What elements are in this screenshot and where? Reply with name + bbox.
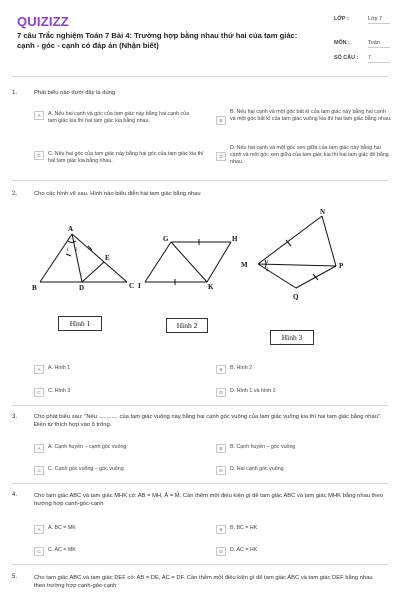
option-text: D. Hai cạnh góc vuông [230, 466, 284, 472]
option-text: B. BC = HK [230, 525, 258, 531]
option-letter-box: C [34, 547, 44, 556]
angle-label-2: 2 [266, 268, 269, 273]
option-text: A. Nếu hai cạnh và góc của tam giác này bằng hai cạnh của tam giác kia thì hai tam giác kia bằng nhau. [48, 111, 190, 124]
option-text: D. Hình 1 và hình 2 [230, 388, 276, 394]
question-text: Cho tam giác ABC và tam giác MHK có: AB = MH, Â = M̂. Cần thêm một điều kiện gì để tam giác ABC và tam giác MHK bằng nhau theo trường hợp cạnh-góc-cạnh [34, 493, 383, 507]
figure-caption-2: Hình 2 [166, 318, 208, 333]
class-label: LỚP : [334, 16, 349, 22]
option-text: A. Cạnh huyền – cạnh góc vuông [48, 444, 127, 450]
option-letter-box: A [34, 444, 44, 453]
header-divider [12, 76, 388, 77]
option-letter-box: C [34, 151, 44, 160]
option-letter-box: A [34, 111, 44, 120]
vertex-label-g: G [163, 235, 169, 243]
vertex-label-h: H [232, 235, 238, 243]
question-text: Cho phát biểu sau: "Nếu ............ của tam giác vuông này bằng hai cạnh góc vuông của tam giác vuông kia thì hai tam giác bằng nhau". Điền từ thích hợp vào ô trống. [34, 414, 382, 428]
option-letter-box: C [34, 466, 44, 475]
question-text: Cho các hình vẽ sau. Hình nào biểu diễn hai tam giác bằng nhau [34, 191, 201, 197]
option-letter-box: A [34, 525, 44, 534]
angle-label-1: 1 [266, 260, 269, 265]
option-text: A. Hình 1 [48, 365, 71, 371]
triangle-figure-3 [236, 206, 352, 302]
option-letter-box: A [34, 365, 44, 374]
subject-label: MÔN : [334, 40, 350, 46]
page-title: 7 câu Trắc nghiệm Toán 7 Bài 4: Trường hợp bằng nhau thứ hai của tam giác: cạnh - góc - cạnh có đáp án (Nhận biết) [17, 31, 298, 50]
question-number: 1. [12, 90, 18, 96]
option-letter-box: B [216, 444, 226, 453]
option-letter-box: D [216, 466, 226, 475]
option-text: C. Cạnh góc vuông – góc vuông [48, 466, 124, 472]
question-text: Phát biểu nào dưới đây là đúng [34, 90, 116, 96]
question-divider [12, 483, 388, 484]
question-divider [12, 564, 388, 565]
count-value: 7 [368, 55, 390, 63]
option-text: D. Nếu hai cạnh và một góc xen giữa của tam giác này bằng hai cạnh và một góc xen giữa của tam giác kia thì hai tam giác đó bằng nhau. [230, 145, 389, 165]
subject-value: Toán [368, 40, 390, 48]
vertex-label-p: P [339, 262, 344, 270]
vertex-label-n: N [320, 208, 326, 216]
question-number: 5. [12, 574, 18, 580]
question-text: Cho tam giác ABC và tam giác DEF có: AB = DE, AC = DF. Cần thêm một điều kiện gì để tam giác ABC và tam giác DEF bằng nhau theo trường hợp cạnh-góc-cạnh [34, 575, 373, 589]
vertex-label-e: E [105, 254, 110, 262]
option-text: B. Nếu hai cạnh và một góc bất kì của tam giác này bằng hai cạnh và một góc bất kì của tam giác vuông kia thì hai tam giác bằng nhau. [230, 109, 392, 122]
option-letter-box: C [34, 388, 44, 397]
option-text: C. AC = MK [48, 547, 76, 553]
option-text: B. Cạnh huyền – góc vuông [230, 444, 296, 450]
question-number: 3. [12, 414, 18, 420]
option-letter-box: D [216, 547, 226, 556]
question-divider [12, 180, 388, 181]
option-letter-box: B [216, 525, 226, 534]
vertex-label-i: I [138, 282, 141, 290]
question-number: 4. [12, 492, 18, 498]
quizizz-logo: QUIZIZZ [17, 14, 69, 29]
angle-label-1: 1 [66, 248, 69, 253]
option-letter-box: B [216, 365, 226, 374]
vertex-label-d: D [79, 284, 85, 292]
option-text: B. Hình 2 [230, 365, 253, 371]
angle-label-2: 2 [75, 248, 78, 253]
vertex-label-b: B [32, 284, 37, 292]
question-number: 2. [12, 191, 18, 197]
vertex-label-m: M [241, 261, 248, 269]
option-letter-box: B [216, 116, 226, 125]
triangle-figure-2 [135, 232, 245, 294]
question-divider [12, 405, 388, 406]
option-text: A. BC = MK [48, 525, 76, 531]
option-text: D. AC = HK [230, 547, 258, 553]
vertex-label-q: Q [293, 293, 299, 301]
vertex-label-k: K [208, 283, 214, 291]
option-letter-box: D [216, 152, 226, 161]
option-letter-box: D [216, 388, 226, 397]
class-value: Lớp 7 [368, 16, 390, 24]
figure-caption-3: Hình 3 [270, 330, 314, 345]
count-label: SỐ CÂU : [334, 55, 359, 61]
triangle-figure-1 [30, 222, 140, 294]
figure-caption-1: Hình 1 [58, 316, 102, 331]
vertex-label-c: C [129, 282, 135, 290]
vertex-label-a: A [68, 225, 74, 233]
option-text: C. Hình 3 [48, 388, 71, 394]
option-text: C. Nếu hai góc của tam giác này bằng hai góc của tam giác kia thì hai tam giác kia bằng nhau. [48, 151, 204, 164]
